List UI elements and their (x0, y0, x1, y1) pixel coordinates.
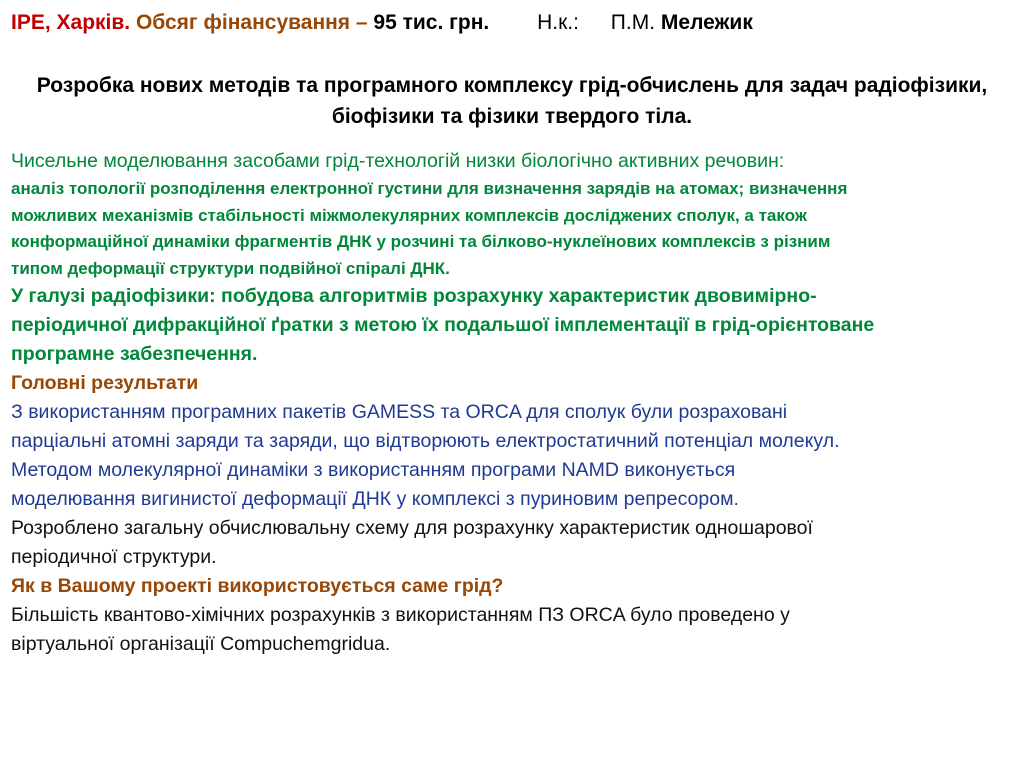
organization: ІРЕ, Харків. (11, 11, 131, 34)
results-line: моделювання вигинистої деформації ДНК у комплексі з пуриновим репресором. (11, 488, 739, 510)
content-body (11, 147, 1015, 659)
project-title: Розробка нових методів та програмного комплексу грід-обчислень для задач радіофізики, біофізики та фізики твердого тіла. (36, 74, 988, 128)
results-line: парціальні атомні заряди та заряди, що відтворюють електростатичний потенціал молекул. (11, 430, 840, 452)
results-line: періодичної структури. (11, 546, 217, 568)
results-line: Розроблено загальну обчислювальну схему для розрахунку характеристик одношарової (11, 517, 813, 539)
section1-detail-line: аналіз топології розподілення електронної густини для визначення зарядів на атомах; визначення (11, 179, 848, 198)
supervisor-label: Н.к.: (537, 11, 579, 34)
results-line: Методом молекулярної динаміки з використанням програми NAMD виконується (11, 459, 736, 481)
supervisor-surname: Мележик (660, 11, 753, 34)
results-line: З використанням програмних пакетів GAMESS та ORCA для сполук були розраховані (11, 401, 788, 423)
section2-line: У галузі радіофізики: побудова алгоритмів розрахунку характеристик двовимірно- (11, 285, 817, 307)
funding-amount: 95 тис. грн. (373, 11, 490, 34)
grid-usage-line: віртуальної організації Compuchemgridua. (11, 633, 391, 655)
section2-line: програмне забезпечення. (11, 343, 258, 365)
grid-usage-heading: Як в Вашому проекті використовується саме грід? (11, 575, 504, 597)
section1-lead: Чисельне моделювання засобами грід-технологій низки біологічно активних речовин: (11, 150, 785, 172)
header-line (11, 7, 753, 39)
section2-line: періодичної дифракційної ґратки з метою їх подальшої імплементації в грід-орієнтоване (11, 314, 875, 336)
grid-usage-line: Більшість квантово-хімічних розрахунків з використанням ПЗ ORCA було проведено у (11, 604, 790, 626)
supervisor-initials: П.М. (610, 11, 656, 34)
funding-label: Обсяг фінансування – (135, 11, 368, 34)
section1-detail-line: конформаційної динаміки фрагментів ДНК у розчині та білково-нуклеїнових комплексів з різним (11, 232, 831, 251)
results-heading: Головні результати (11, 372, 199, 394)
section1-detail-line: типом деформації структури подвійної спіралі ДНК. (11, 258, 450, 278)
section1-detail-line: можливих механізмів стабільності міжмолекулярних комплексів досліджених сполук, а також (11, 205, 807, 225)
